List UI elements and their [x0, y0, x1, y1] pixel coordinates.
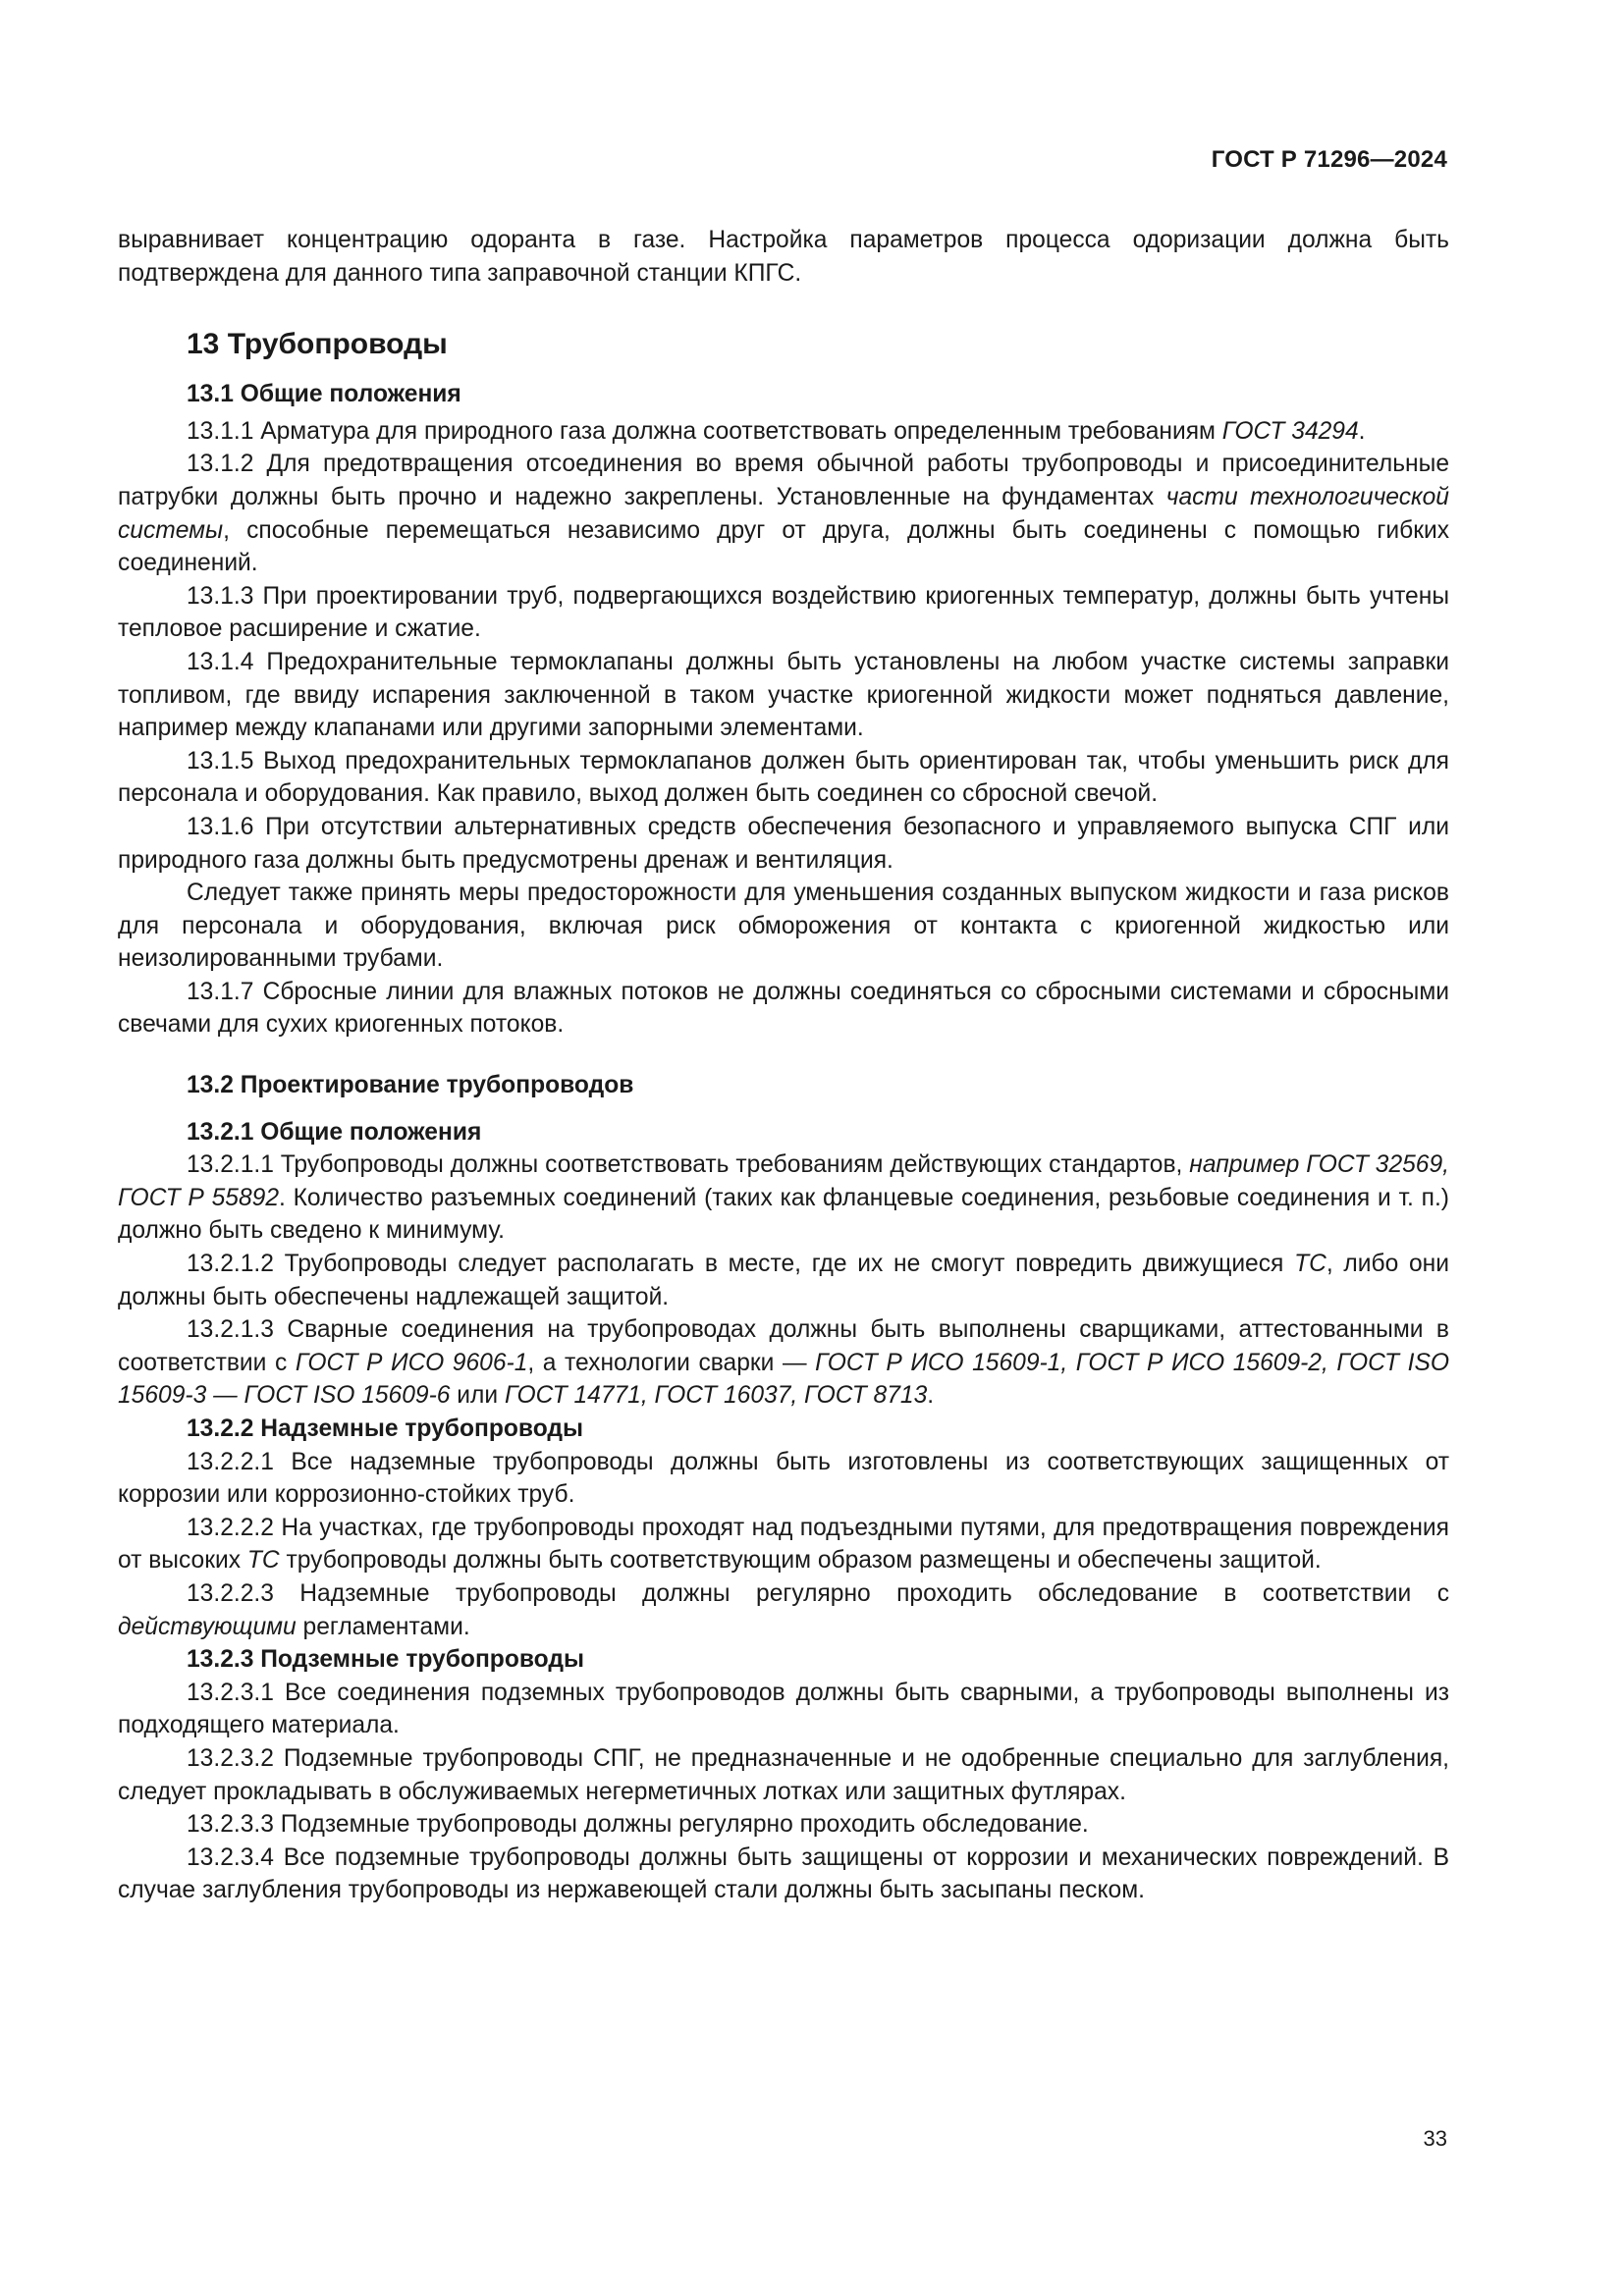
text-run: 13.1.7 Сбросные линии для влажных потоков не должны соединяться со сбросными системами и сбросными свечами для сухих криогенных потоков.	[118, 978, 1449, 1039]
paragraph	[118, 877, 1449, 976]
italic-reference: действующими	[118, 1613, 297, 1640]
paragraph	[118, 448, 1449, 579]
paragraph	[118, 745, 1449, 811]
text-run: .	[927, 1382, 935, 1410]
paragraph	[118, 1577, 1449, 1643]
text-run: 13.1.4 Предохранительные термоклапаны должны быть установлены на любом участке системы заправки топливом, где ввиду испарения заключенной в таком участке криогенной жидкости может подняться давление, например между клапанами или другими запорными элементами.	[118, 648, 1449, 742]
paragraph	[118, 1148, 1449, 1248]
text-run: 13.1.6 При отсутствии альтернативных средств обеспечения безопасного и управляемого выпуска СПГ или природного газа должны быть предусмотрены дренаж и вентиляция.	[118, 813, 1449, 874]
italic-reference: например ГОСТ 32569, ГОСТ Р 55892	[118, 1151, 1449, 1211]
section-13-2-2-paragraphs	[118, 1446, 1449, 1644]
italic-reference: ТС	[1294, 1251, 1326, 1278]
section-13-2-3-paragraphs	[118, 1677, 1449, 1907]
text-run: 13.1.5 Выход предохранительных термоклапанов должен быть ориентирован так, чтобы уменьшить риск для персонала и оборудования. Как правило, выход должен быть соединен со сбросной свечой.	[118, 747, 1449, 808]
italic-reference: части технологической системы	[118, 483, 1449, 544]
italic-reference: ГОСТ 34294	[1221, 417, 1359, 445]
text-run: 13.2.2.2 На участках, где трубопроводы проходят над подъездными путями, для предотвращения повреждения от высоких	[118, 1514, 1449, 1575]
document-body	[118, 224, 1449, 1907]
text-run: 13.1.3 При проектировании труб, подвергающихся воздействию криогенных температур, должны быть учтены тепловое расширение и сжатие.	[118, 582, 1449, 643]
paragraph	[118, 976, 1449, 1041]
paragraph	[118, 580, 1449, 646]
text-run: Следует также принять меры предосторожности для уменьшения созданных выпуском жидкости и газа рисков для персонала и оборудования, включая риск обморожения от контакта с криогенной жидкостью или неизолированными трубами.	[118, 880, 1449, 973]
text-run: 13.2.2.1 Все надземные трубопроводы должны быть изготовлены из соответствующих защищенных от коррозии или коррозионно-стойких труб.	[118, 1448, 1449, 1509]
paragraph	[118, 1248, 1449, 1313]
text-run: 13.1.1 Арматура для природного газа должна соответствовать определенным требованиям	[187, 417, 1222, 445]
text-run: или	[450, 1382, 505, 1410]
text-run: трубопроводы должны быть соответствующим образом размещены и обеспечены защитой.	[279, 1547, 1322, 1575]
text-run: , а технологии сварки —	[527, 1349, 816, 1376]
section-13-2-3-title: 13.2.3 Подземные трубопроводы	[187, 1646, 584, 1674]
text-run: 13.2.1.2 Трубопроводы следует располагать в месте, где их не смогут повредить движущиеся	[187, 1251, 1295, 1278]
text-run: 13.2.1.3 Сварные соединения на трубопроводах должны быть выполнены сварщиками, аттестованными в соответствии с	[118, 1316, 1449, 1376]
section-13-2-1-paragraphs	[118, 1148, 1449, 1413]
text-run: 13.2.3.3 Подземные трубопроводы должны регулярно проходить обследование.	[187, 1811, 1089, 1839]
page-number: 33	[1423, 2126, 1447, 2151]
italic-reference: ТС	[246, 1547, 280, 1575]
text-run: 13.2.3.1 Все соединения подземных трубопроводов должны быть сварными, а трубопроводы выполнены из подходящего материала.	[118, 1679, 1449, 1739]
text-run: 13.2.3.2 Подземные трубопроводы СПГ, не предназначенные и не одобренные специально для заглубления, следует прокладывать в обслуживаемых негерметичных лотках или защитных футлярах.	[118, 1744, 1449, 1805]
text-run: регламентами.	[296, 1613, 470, 1640]
paragraph	[118, 224, 1449, 290]
paragraph	[118, 1313, 1449, 1413]
intro-text	[118, 224, 1449, 290]
text-run: , способные перемещаться независимо друг от друга, должны быть соединены с помощью гибких соединений.	[118, 516, 1449, 577]
text-run: 13.2.3.4 Все подземные трубопроводы должны быть защищены от коррозии и механических повреждений. В случае заглубления трубопроводы из нержавеющей стали должны быть засыпаны песком.	[118, 1843, 1449, 1904]
paragraph	[118, 811, 1449, 877]
italic-reference: ГОСТ Р ИСО 9606-1	[295, 1349, 528, 1376]
section-13-2-2-title: 13.2.2 Надземные трубопроводы	[187, 1415, 584, 1442]
section-13-1-paragraphs	[118, 415, 1449, 1041]
text-run: . Количество разъемных соединений (таких как фланцевые соединения, резьбовые соединения и т. п.) должно быть сведено к минимуму.	[118, 1184, 1449, 1245]
paragraph	[118, 646, 1449, 745]
document-id: ГОСТ Р 71296—2024	[1211, 146, 1447, 173]
italic-reference: ГОСТ 14771, ГОСТ 16037, ГОСТ 8713	[504, 1382, 928, 1410]
paragraph	[118, 1842, 1449, 1907]
italic-reference: ГОСТ Р ИСО 15609-1, ГОСТ Р ИСО 15609-2, ГОСТ ISO 15609-3 — ГОСТ ISO 15609-6	[118, 1349, 1449, 1410]
text-run: 13.2.1.1 Трубопроводы должны соответствовать требованиям действующих стандартов,	[187, 1151, 1190, 1179]
section-13-2-1-title: 13.2.1 Общие положения	[187, 1118, 482, 1146]
text-run: 13.1.2 Для предотвращения отсоединения во время обычной работы трубопроводы и присоединительные патрубки должны быть прочно и надежно закреплены. Установленные на фундаментах	[118, 451, 1449, 510]
text-run: , либо они должны быть обеспечены надлежащей защитой.	[118, 1251, 1449, 1310]
section-13-2-title: 13.2 Проектирование трубопроводов	[187, 1072, 634, 1099]
paragraph	[118, 1677, 1449, 1742]
text-run: .	[1358, 417, 1366, 445]
paragraph	[118, 1742, 1449, 1808]
section-13-title: 13 Трубопроводы	[187, 328, 448, 361]
paragraph	[118, 1808, 1449, 1842]
paragraph	[118, 1446, 1449, 1512]
text-run: выравнивает концентрацию одоранта в газе. Настройка параметров процесса одоризации должна быть подтверждена для данного типа заправочной станции КПГС.	[118, 227, 1449, 287]
paragraph	[118, 1512, 1449, 1577]
paragraph	[118, 415, 1449, 449]
section-13-1-title: 13.1 Общие положения	[187, 381, 461, 408]
text-run: 13.2.2.3 Надземные трубопроводы должны регулярно проходить обследование в соответствии с	[187, 1579, 1449, 1607]
